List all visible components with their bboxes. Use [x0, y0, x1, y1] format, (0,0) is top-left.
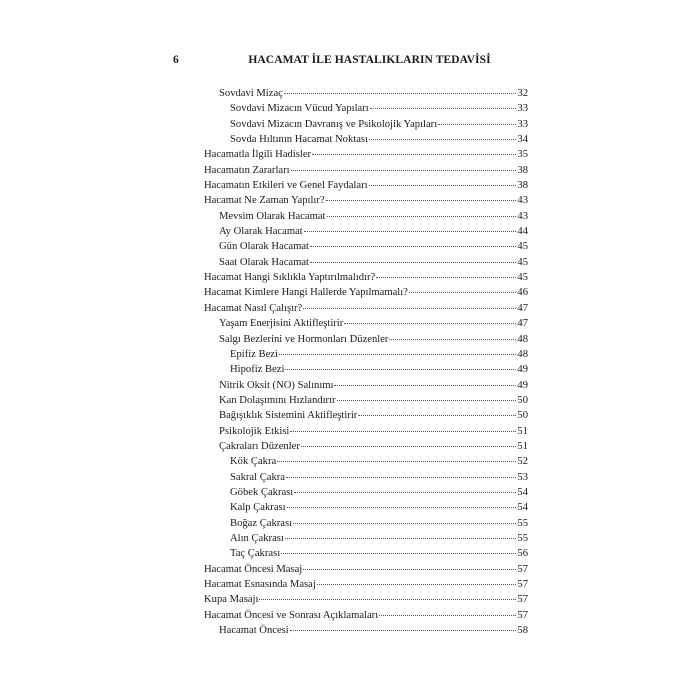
- toc-entry: [204, 347, 528, 362]
- toc-entry-page: 49: [517, 364, 528, 376]
- dot-leader: [285, 538, 517, 539]
- toc-entry-title: Sovdavi Mizaç: [219, 88, 283, 99]
- toc-entry: [204, 239, 528, 254]
- toc-entry: [204, 424, 528, 439]
- toc-entry: [204, 101, 528, 116]
- toc-entry-title: Hacamat Öncesi: [219, 625, 289, 637]
- toc-entry: [204, 623, 528, 638]
- toc-entry-page: 45: [517, 256, 528, 268]
- toc-entry: [204, 178, 528, 193]
- dot-leader: [334, 385, 516, 386]
- dot-leader: [285, 369, 516, 370]
- toc-entry-page: 51: [517, 440, 528, 452]
- toc-entry: [204, 408, 528, 423]
- toc-entry-title: Hacamat Ne Zaman Yapılır?: [204, 195, 325, 207]
- toc-entry-title: Psikolojik Etkisi: [219, 425, 290, 437]
- toc-entry: [204, 163, 528, 178]
- toc-entry-title: Epifiz Bezi: [230, 348, 278, 360]
- dot-leader: [312, 154, 516, 155]
- toc-entry-page: 45: [517, 272, 528, 284]
- dot-leader: [281, 553, 516, 554]
- toc-entry-title: Bağışıklık Sistemini Aktifleştirir: [219, 410, 358, 422]
- dot-leader: [317, 584, 517, 585]
- toc-entry: [204, 500, 528, 515]
- toc-entry-title: Alın Çakrası: [230, 532, 284, 544]
- toc-entry-page: 38: [517, 164, 528, 176]
- toc-entry-title: Gün Olarak Hacamat: [219, 241, 310, 253]
- page-header: [173, 54, 528, 70]
- dot-leader: [369, 185, 517, 186]
- dot-leader: [310, 262, 516, 263]
- dot-leader: [376, 277, 516, 278]
- dot-leader: [294, 492, 516, 493]
- dot-leader: [279, 354, 516, 355]
- toc-entry-title: Nitrik Oksit (NO) Salınımı: [219, 379, 334, 391]
- toc-entry-title: Çakraları Düzenler: [219, 440, 300, 452]
- toc-entry-title: Hacamatın Etkileri ve Genel Faydaları: [204, 180, 368, 192]
- toc-entry-page: 50: [517, 394, 528, 406]
- toc-entry-title: Sakral Çakra: [230, 471, 286, 483]
- toc-entry: [204, 332, 528, 347]
- toc-entry: [204, 147, 528, 162]
- toc-entry-page: 45: [517, 241, 528, 253]
- toc-entry-page: 47: [517, 318, 528, 330]
- toc-entry-page: 47: [517, 302, 528, 314]
- toc-entry: [204, 485, 528, 500]
- toc-entry-page: 58: [517, 625, 528, 637]
- toc-entry-page: 32: [517, 88, 528, 99]
- toc-entry-title: Hipofiz Bezi: [230, 364, 285, 376]
- dot-leader: [389, 339, 516, 340]
- toc-entry-title: Taç Çakrası: [230, 548, 281, 560]
- dot-leader: [284, 93, 517, 94]
- toc-entry-page: 48: [517, 348, 528, 360]
- toc-entry-page: 44: [517, 226, 528, 238]
- toc-entry-title: Hacamat Esnasında Masaj: [204, 579, 316, 590]
- toc-entry-title: Hacamat Hangi Sıklıkla Yaptırılmalıdır?: [204, 272, 376, 284]
- toc-entry-title: Sovda Hıltının Hacamat Noktası: [230, 134, 368, 146]
- dot-leader: [286, 477, 516, 478]
- toc-entry: [204, 255, 528, 270]
- toc-entry: [204, 316, 528, 331]
- toc-entry-title: Sovdavi Mizacın Vücud Yapıları: [230, 103, 369, 115]
- toc-entry-title: Hacamatla İlgili Hadisler: [204, 149, 312, 161]
- dot-leader: [303, 308, 516, 309]
- toc-entry-page: 54: [517, 486, 528, 498]
- toc-entry-page: 33: [517, 103, 528, 115]
- toc-entry: [204, 301, 528, 316]
- toc-entry-title: Hacamatın Zararları: [204, 164, 290, 176]
- dot-leader: [293, 523, 516, 524]
- running-title: HACAMAT İLE HASTALIKLARIN TEDAVİSİ: [248, 54, 491, 66]
- toc-entry-title: Mevsim Olarak Hacamat: [219, 210, 326, 222]
- toc-entry-page: 57: [517, 579, 528, 590]
- toc-entry-page: 43: [517, 195, 528, 207]
- toc-entry: [204, 86, 528, 101]
- toc-entry: [204, 378, 528, 393]
- toc-entry-page: 34: [517, 134, 528, 146]
- toc-entry-title: Hacamat Kimlere Hangi Hallerde Yapılmamalı?: [204, 287, 408, 299]
- dot-leader: [277, 461, 516, 462]
- dot-leader: [291, 170, 517, 171]
- dot-leader: [327, 216, 517, 217]
- toc-entry: [204, 546, 528, 561]
- dot-leader: [290, 630, 517, 631]
- dot-leader: [290, 431, 516, 432]
- toc-entry: [204, 577, 528, 592]
- toc-entry-page: 54: [517, 502, 528, 514]
- toc-entry-page: 55: [517, 517, 528, 529]
- toc-entry-title: Boğaz Çakrası: [230, 517, 293, 529]
- toc-entry-title: Yaşam Enerjisini Aktifleştirir: [219, 318, 344, 330]
- toc-entry-page: 48: [517, 333, 528, 345]
- dot-leader: [326, 200, 517, 201]
- toc-entry-page: 33: [517, 118, 528, 130]
- toc-entry-page: 35: [517, 149, 528, 161]
- toc-entry: [204, 209, 528, 224]
- toc-entry-page: 52: [517, 456, 528, 468]
- toc-entry-title: Kök Çakra: [230, 456, 277, 468]
- toc-entry-page: 57: [517, 609, 528, 621]
- toc-entry: [204, 531, 528, 546]
- toc-entry-title: Saat Olarak Hacamat: [219, 256, 310, 268]
- table-of-contents: [204, 86, 528, 638]
- toc-entry-page: 57: [517, 563, 528, 575]
- toc-entry-title: Sovdavi Mizacın Davranış ve Psikolojik Yapıları: [230, 118, 438, 130]
- toc-entry-page: 51: [517, 425, 528, 437]
- dot-leader: [303, 569, 516, 570]
- dot-leader: [438, 124, 516, 125]
- dot-leader: [379, 615, 516, 616]
- toc-entry: [204, 516, 528, 531]
- toc-entry: [204, 439, 528, 454]
- page-number: 6: [173, 54, 179, 66]
- toc-entry: [204, 393, 528, 408]
- dot-leader: [409, 292, 517, 293]
- toc-entry: [204, 117, 528, 132]
- dot-leader: [301, 446, 517, 447]
- toc-entry-page: 50: [517, 410, 528, 422]
- dot-leader: [259, 599, 516, 600]
- toc-entry-title: Kan Dolaşımını Hızlandırır: [219, 394, 336, 406]
- dot-leader: [304, 231, 517, 232]
- toc-entry: [204, 470, 528, 485]
- toc-entry-page: 49: [517, 379, 528, 391]
- dot-leader: [369, 139, 516, 140]
- toc-entry-title: Hacamat Nasıl Çalışır?: [204, 302, 303, 314]
- toc-entry-page: 38: [517, 180, 528, 192]
- toc-entry: [204, 193, 528, 208]
- toc-entry: [204, 562, 528, 577]
- toc-entry-title: Salgı Bezlerini ve Hormonları Düzenler: [219, 333, 389, 345]
- toc-entry-page: 57: [517, 594, 528, 606]
- dot-leader: [287, 507, 517, 508]
- dot-leader: [358, 415, 516, 416]
- dot-leader: [337, 400, 517, 401]
- toc-entry-title: Hacamat Öncesi Masaj: [204, 563, 303, 575]
- toc-entry-title: Kalp Çakrası: [230, 502, 286, 514]
- toc-entry: [204, 362, 528, 377]
- toc-entry: [204, 592, 528, 607]
- toc-entry-title: Hacamat Öncesi ve Sonrası Açıklamaları: [204, 609, 379, 621]
- toc-entry-page: 43: [517, 210, 528, 222]
- toc-entry-page: 46: [517, 287, 528, 299]
- toc-entry: [204, 132, 528, 147]
- dot-leader: [344, 323, 516, 324]
- toc-entry-title: Ay Olarak Hacamat: [219, 226, 303, 238]
- toc-entry-title: Göbek Çakrası: [230, 486, 294, 498]
- dot-leader: [310, 246, 516, 247]
- toc-entry-title: Kupa Masajı: [204, 594, 259, 606]
- toc-entry: [204, 224, 528, 239]
- toc-entry-page: 53: [517, 471, 528, 483]
- toc-entry: [204, 270, 528, 285]
- toc-entry-page: 56: [517, 548, 528, 560]
- toc-entry: [204, 454, 528, 469]
- dot-leader: [370, 108, 517, 109]
- toc-entry: [204, 285, 528, 300]
- toc-entry-page: 55: [517, 532, 528, 544]
- toc-entry: [204, 608, 528, 623]
